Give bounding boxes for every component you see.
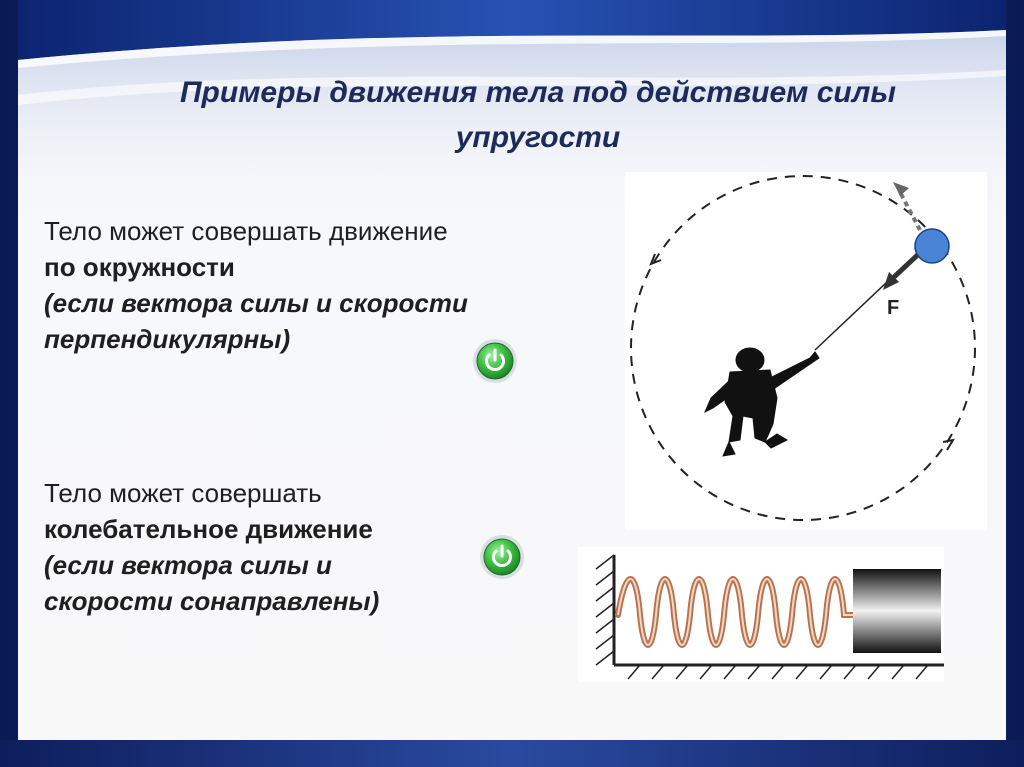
wall-hatching	[596, 555, 614, 665]
ball	[915, 229, 949, 263]
dashed-circle	[631, 176, 975, 520]
title-line-1: Примеры движения тела под действием силы	[179, 76, 896, 109]
slide	[18, 0, 1006, 740]
oscillation-line-2: колебательное движение	[44, 514, 373, 544]
force-label: F	[887, 297, 900, 319]
play-button-circular[interactable]	[472, 338, 518, 384]
velocity-arrowhead	[893, 182, 909, 196]
spring-figure	[578, 547, 944, 682]
circular-line-2: по окружности	[44, 252, 235, 282]
play-button-oscillation[interactable]	[479, 534, 525, 580]
oscillation-line-3: (если вектора силы и	[44, 550, 332, 580]
circular-motion-figure	[625, 172, 987, 530]
title-line-2: упругости	[455, 121, 621, 154]
person-silhouette	[705, 348, 819, 456]
floor-hatching	[628, 665, 928, 679]
arrowhead-right	[943, 440, 953, 450]
circular-motion-text	[44, 213, 604, 357]
velocity-arrow	[901, 194, 920, 230]
oscillation-line-1: Тело может совершать	[44, 478, 322, 508]
circular-line-3: (если вектора силы и скорости	[44, 288, 468, 318]
slide-title	[98, 70, 978, 160]
circular-line-1: Тело может совершать движение	[44, 216, 448, 246]
oscillation-line-4: скорости сонаправлены)	[44, 586, 380, 616]
circular-line-4: перпендикулярны)	[44, 324, 291, 354]
block-weight	[853, 569, 941, 653]
bottom-band	[0, 740, 1024, 767]
